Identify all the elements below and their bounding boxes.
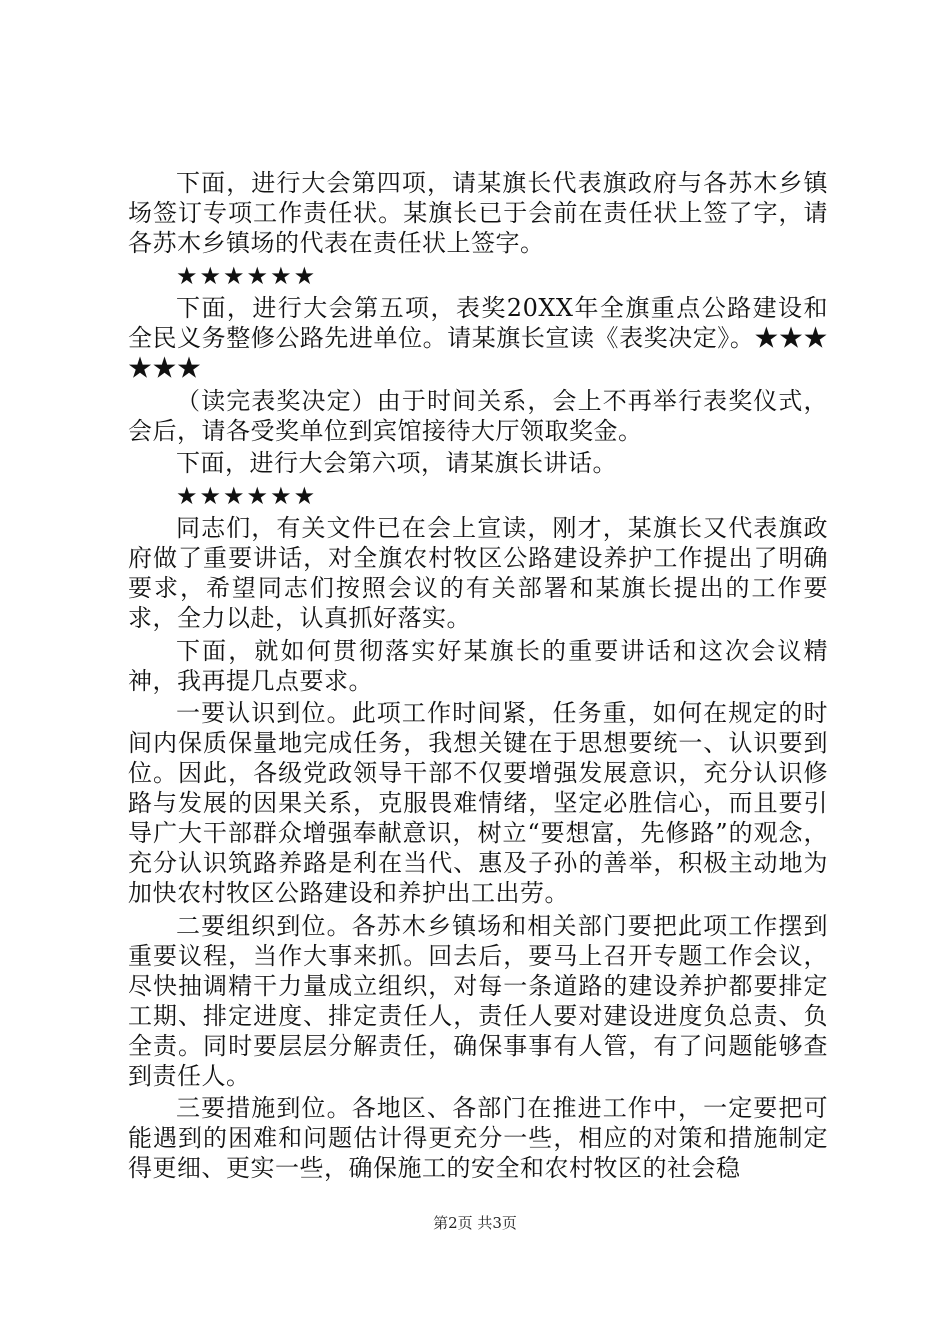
paragraph-item-4: 下面，进行大会第四项，请某旗长代表旗政府与各苏木乡镇场签订专项工作责任状。某旗长已于会前在责任状上签了字，请各苏木乡镇场的代表在责任状上签字。	[128, 169, 828, 257]
paragraph-requirements-intro: 下面，就如何贯彻落实好某旗长的重要讲话和这次会议精神，我再提几点要求。	[128, 636, 828, 695]
star-separator: ★★★★★★	[176, 481, 318, 510]
paragraph-requirement-2: 二要组织到位。各苏木乡镇场和相关部门要把此项工作摆到重要议程，当作大事来抓。回去后，要马上召开专题工作会议，尽快抽调精干力量成立组织，对每一条道路的建设养护都要排定工期、排定进度、排定责任人，责任人要对建设进度负总责、负全责。同时要层层分解责任，确保事事有人管，有了问题能够查到责任人。	[128, 911, 828, 1090]
paragraph-requirement-3: 三要措施到位。各地区、各部门在推进工作中，一定要把可能遇到的困难和问题估计得更充分一些，相应的对策和措施制定得更细、更实一些，确保施工的安全和农村牧区的社会稳	[128, 1094, 828, 1182]
star-separator: ★★★★★★	[176, 261, 318, 290]
paragraph-comrades: 同志们，有关文件已在会上宣读，刚才，某旗长又代表旗政府做了重要讲话，对全旗农村牧区公路建设养护工作提出了明确要求，希望同志们按照会议的有关部署和某旗长提出的工作要求，全力以赴，认真抓好落实。	[128, 514, 828, 632]
paragraph-item-5: 下面，进行大会第五项，表奖20XX年全旗重点公路建设和全民义务整修公路先进单位。请某旗长宣读《表奖决定》。★★★★★★	[128, 294, 828, 382]
document-body	[128, 168, 828, 1186]
paragraph-award-note: （读完表奖决定）由于时间关系，会上不再举行表奖仪式，会后，请各受奖单位到宾馆接待大厅领取奖金。	[128, 386, 828, 445]
paragraph-requirement-1: 一要认识到位。此项工作时间紧，任务重，如何在规定的时间内保质保量地完成任务，我想关键在于思想要统一、认识要到位。因此，各级党政领导干部不仅要增强发展意识，充分认识修路与发展的因果关系，克服畏难情绪，坚定必胜信心，而且要引导广大干部群众增强奉献意识，树立“要想富，先修路”的观念，充分认识筑路养路是利在当代、惠及子孙的善举，积极主动地为加快农村牧区公路建设和养护出工出劳。	[128, 699, 828, 907]
page-number-footer: 第2页 共3页	[433, 1214, 517, 1232]
paragraph-item-6: 下面，进行大会第六项，请某旗长讲话。	[176, 449, 617, 477]
